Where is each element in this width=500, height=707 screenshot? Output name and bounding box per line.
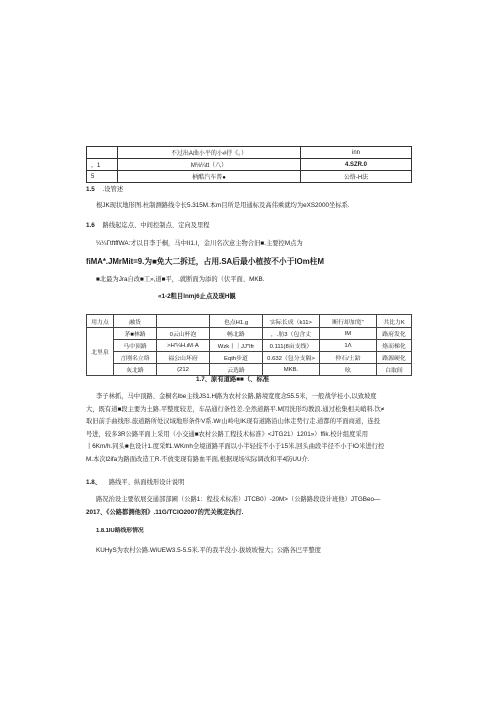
paragraph-line: 大，既有道■段主要为土路.平整度较差，车品通行条性差.全然道路平.M因洗形均教浪.通过松集相关峭料.饮≠ <box>86 405 385 413</box>
table-cell: M⅛¼tt（八） <box>118 159 301 171</box>
section-number: 1.6 <box>86 222 95 229</box>
table-cell: 马中顶路 <box>114 340 157 352</box>
table-cell: 0云山杯泡 <box>157 328 210 340</box>
top-table <box>86 146 412 183</box>
paragraph: KUHyS为农村公路.WiUEW3.5-5.5米.平的我半没小.拔坡坡慢大；公路各巴平整度 <box>96 547 321 554</box>
table-cell: 0.111(8亩支线） <box>263 340 320 352</box>
paragraph-line: 取旧前手曲线形.旅道路所处汉域地形条件V系.Wr山岭电IK现有道路沿山体走势行走.道都的平面商道，连投 <box>86 418 381 426</box>
paragraph: ¼¼ΓtftffWA:才以目李于桐，马中II1.I，金川名次意主物合旧■.主要控M点为 <box>96 240 303 247</box>
table-cell: >H'¼Η.ιΜ·Α <box>157 340 210 352</box>
paragraph-line: 2017、《公路都测他剂》.11G/TCIO2007的咒关规定执行. <box>86 509 244 516</box>
table-cell: 不过出A曲小平的小#抒《。） <box>118 147 301 159</box>
section-1-6-heading <box>86 222 210 230</box>
table-caption: «1-2粗目lnmj6止点及现H観 <box>158 293 236 300</box>
table-cell: 云选路 <box>210 364 263 376</box>
table-cell: 茅■林路 <box>114 328 157 340</box>
table-cell: 白取间 <box>377 364 412 376</box>
table-cell: Eqth步道 <box>210 352 263 364</box>
paragraph: 根JK现状地形图.杜制测路线令长5.315M.本m目所是用通标及高伟乘就均为eXS2000坐标系. <box>96 202 350 209</box>
column-header: 共比力K <box>377 315 412 328</box>
table-row <box>87 340 412 352</box>
paragraph-line: 路况治设主要依展交通部部圃（公路1：程技术标准）JTCB0）-20M>（公路路段设计班他）JTGBeo— <box>96 496 381 503</box>
section-number: 1.8、 <box>86 479 102 486</box>
table-cell: 公络-H法 <box>301 171 412 183</box>
section-1-7-heading: 1.7、原有道路■■（、标准 <box>196 376 270 383</box>
paragraph-line: M.本次l2ifa为路面改造工R.不放变现有路血平面,根据现场实际调改和平4防UU介. <box>86 455 310 463</box>
table-cell: 福公山坏府 <box>157 352 210 364</box>
table-cell: 烙而梯化 <box>377 340 412 352</box>
table-cell: Wzk丨｜JJ"Ifr <box>210 340 263 352</box>
table-row <box>87 171 412 183</box>
table-cell: (212 <box>157 364 210 376</box>
table-cell: ，1 <box>87 159 118 171</box>
subsection-heading: 1.8.1IU路线形情况 <box>96 528 144 534</box>
section-title: 路线起迄点、中间控制点、定向及里程 <box>102 222 210 229</box>
table-cell: ，.肪3（包含丈 <box>263 328 320 340</box>
section-title: .设管述 <box>102 186 124 193</box>
paragraph-line: 丨6Km/h.同头■也设计1.度采ff1.WKmh全境道路平面以小半轻技不小于15米,回头曲段半径不小于lO米进行控 <box>86 443 385 451</box>
column-header: 断行却加宽“ <box>320 315 377 328</box>
column-header: 也点H1.g <box>210 315 263 328</box>
table-cell: 灰北路 <box>114 364 157 376</box>
column-header: 用力点 <box>87 315 114 328</box>
table-cell: 畅北路 <box>210 328 263 340</box>
table-cell: 路府发化 <box>377 328 412 340</box>
paragraph: ■北最为Jra自改■工»,道■平，.就断面为添的（伏平面、MKB. <box>96 276 265 283</box>
table-cell: 仲石/土踣 <box>320 352 377 364</box>
section-1-5-heading <box>86 186 123 194</box>
table-header-row <box>87 315 412 328</box>
table-row <box>87 159 412 171</box>
row-group-label: 北里泉 <box>87 328 114 376</box>
paragraph-line: 李子林抓，马中顶路、金桐名lbe主线JS1.H路为农村公路,路境宽度念55.5米，一般战学桂小,以致坡度 <box>96 393 377 400</box>
table-row <box>87 364 412 376</box>
table-cell: 0.632（包分支隔> <box>263 352 320 364</box>
column-header: 实际长成（k11> <box>263 315 320 328</box>
road-table <box>86 314 412 376</box>
table-cell: inn <box>301 147 412 159</box>
table-cell <box>87 147 118 159</box>
paragraph: fiMA*.JMrMit=9.为■免大二拆迁，占用.SA后最小植按不小于lOm柱M <box>86 257 324 266</box>
section-number: 1.5 <box>86 186 95 193</box>
table-row <box>87 328 412 340</box>
table-cell: 5 <box>87 171 118 183</box>
table-row <box>87 352 412 364</box>
column-header <box>157 315 210 328</box>
table-cell: 路源硬化 <box>377 352 412 364</box>
table-cell: 柄酷汽车普● <box>118 171 301 183</box>
table-cell: 言刚名立络 <box>114 352 157 364</box>
table-cell: 吆 <box>320 364 377 376</box>
table-cell: MKB. <box>263 364 320 376</box>
section-1-8-heading <box>86 479 184 487</box>
table-cell: 1Λ <box>320 340 377 352</box>
table-cell: 4.SZR.0 <box>301 159 412 171</box>
paragraph-line: 号进，较多3R公路平面上采用（小交通■农村公路工程技术标准》<JTG21）1201»）ffik.校计组度采用 <box>86 430 369 438</box>
section-title: 路线平、纵面线形设计说明 <box>108 479 185 486</box>
table-cell: lM <box>320 328 377 340</box>
paragraph-block <box>86 493 380 519</box>
column-header: 融货 <box>114 315 157 328</box>
table-row <box>87 147 412 159</box>
paragraph-block <box>86 391 384 467</box>
